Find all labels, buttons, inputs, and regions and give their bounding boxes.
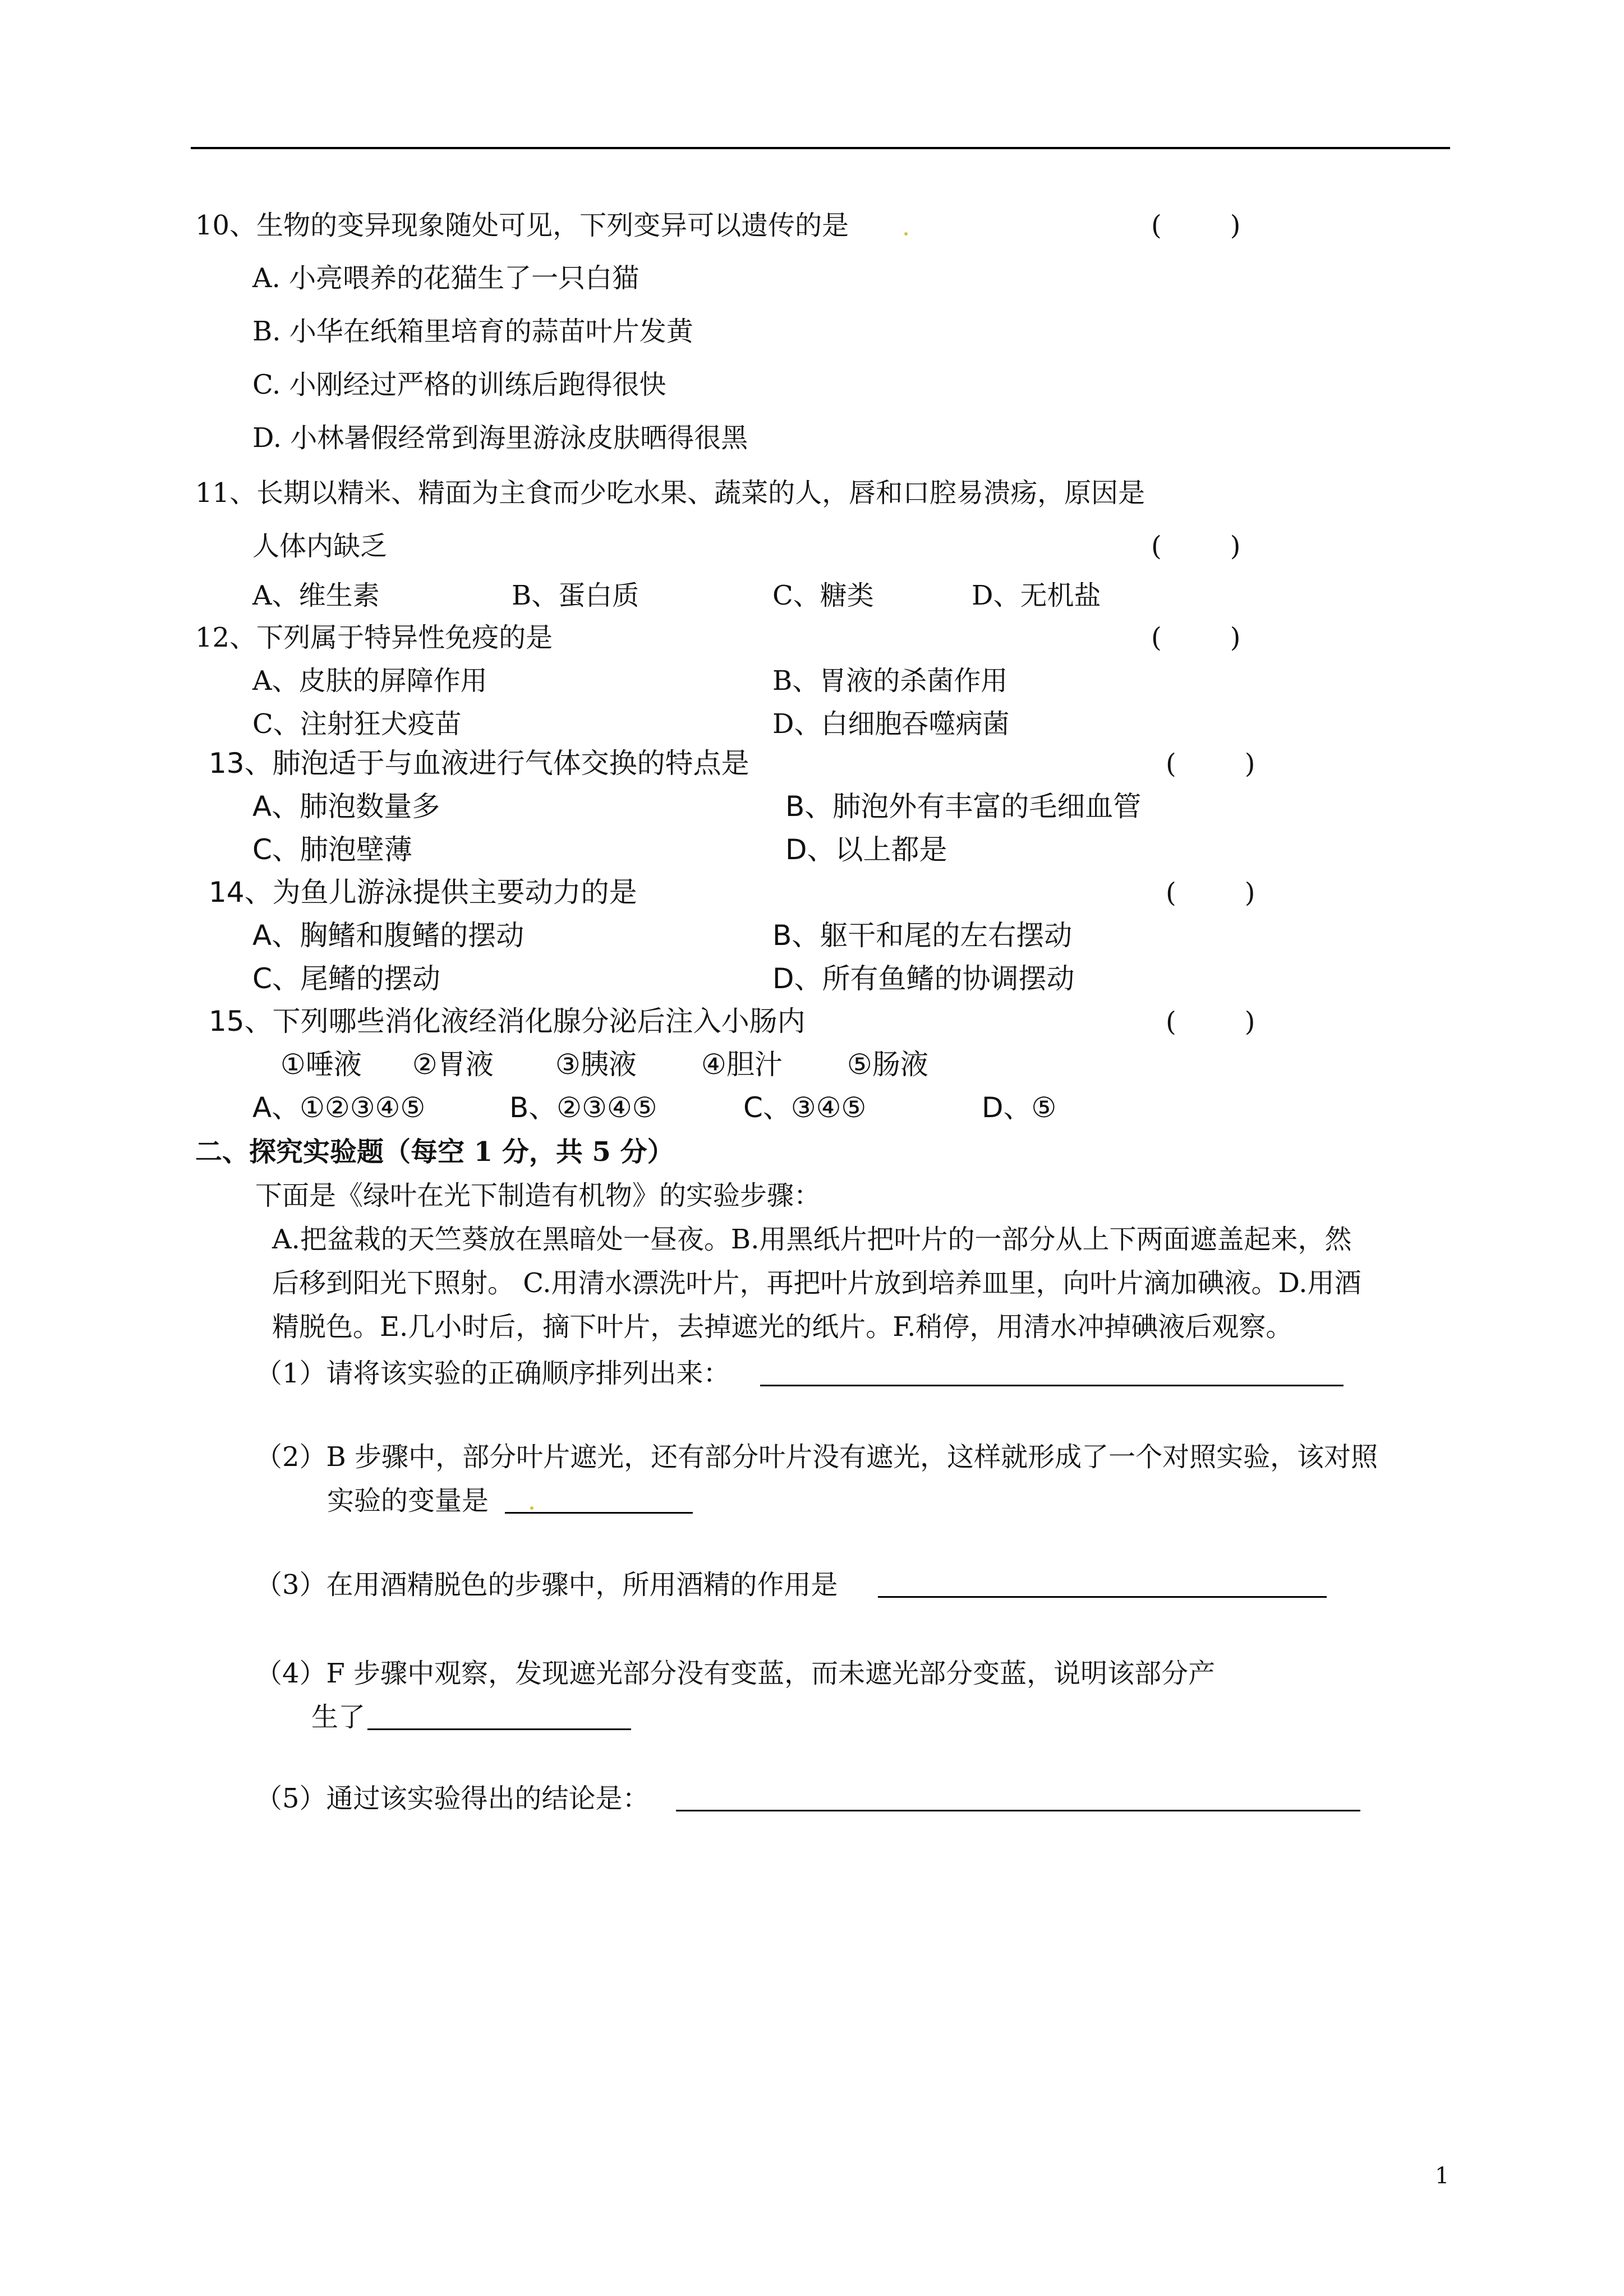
q13-option-d: D、以上都是	[785, 833, 947, 866]
q15-item-5: ⑤肠液	[847, 1048, 928, 1081]
mark-dot	[904, 232, 908, 236]
steps-line-2: 后移到阳光下照射。 C.用清水漂洗叶片，再把叶片放到培养皿里，向叶片滴加碘液。D.用酒	[272, 1267, 1361, 1299]
q12-option-b: B、胃液的杀菌作用	[772, 665, 1008, 697]
q14-stem: 14、为鱼儿游泳提供主要动力的是	[209, 876, 637, 909]
q12-stem: 12、下列属于特异性免疫的是	[195, 622, 553, 653]
q13-option-a: A、肺泡数量多	[252, 790, 440, 823]
q12-option-d: D、白细胞吞噬病菌	[772, 708, 1010, 740]
steps-line-3: 精脱色。E.几小时后，摘下叶片，去掉遮光的纸片。F.稍停，用清水冲掉碘液后观察。	[272, 1311, 1293, 1343]
q11-option-b: B、蛋白质	[512, 580, 640, 611]
q14-answer-paren: ( )	[1166, 877, 1255, 909]
q12-option-c: C、注射狂犬疫苗	[252, 708, 462, 740]
header-rule	[191, 147, 1450, 149]
answer-blank-4[interactable]	[367, 1728, 631, 1730]
q15-item-1: ①唾液	[280, 1048, 362, 1081]
q14-option-c: C、尾鳍的摆动	[252, 962, 440, 995]
q14-option-d: D、所有鱼鳍的协调摆动	[772, 962, 1075, 995]
q14-option-a: A、胸鳍和腹鳍的摆动	[252, 919, 525, 952]
subq-5: （5）通过该实验得出的结论是：	[255, 1783, 650, 1814]
q11-stem: 11、长期以精米、精面为主食而少吃水果、蔬菜的人，唇和口腔易溃疡，原因是	[195, 477, 1145, 509]
mark-dot	[530, 1506, 533, 1510]
q11-stem-cont: 人体内缺乏	[252, 531, 388, 562]
q15-option-b: B、②③④⑤	[509, 1091, 657, 1124]
answer-blank-2[interactable]	[505, 1512, 693, 1514]
q11-option-d: D、无机盐	[972, 580, 1101, 611]
page-number: 1	[1435, 2163, 1450, 2189]
q10-answer-paren: ( )	[1151, 210, 1241, 241]
q15-option-c: C、③④⑤	[743, 1091, 867, 1124]
q13-option-c: C、肺泡壁薄	[252, 833, 412, 866]
answer-blank-5[interactable]	[676, 1810, 1360, 1811]
q12-answer-paren: ( )	[1151, 622, 1241, 653]
section2-title: 二、探究实验题（每空 1 分，共 5 分）	[195, 1136, 674, 1168]
q15-item-4: ④胆汁	[701, 1048, 783, 1081]
section2-intro: 下面是《绿叶在光下制造有机物》的实验步骤：	[255, 1180, 821, 1211]
q13-stem: 13、肺泡适于与血液进行气体交换的特点是	[209, 747, 749, 780]
q11-option-a: A、维生素	[252, 580, 380, 611]
subq-2-line-1: （2）B 步骤中，部分叶片遮光，还有部分叶片没有遮光，这样就形成了一个对照实验，该对照	[255, 1441, 1378, 1473]
subq-4-line-1: （4）F 步骤中观察，发现遮光部分没有变蓝，而未遮光部分变蓝，说明该部分产	[255, 1658, 1216, 1689]
steps-line-1: A.把盆栽的天竺葵放在黑暗处一昼夜。B.用黑纸片把叶片的一部分从上下两面遮盖起来，然	[272, 1224, 1352, 1255]
q15-option-d: D、⑤	[982, 1091, 1057, 1124]
q11-option-c: C、糖类	[772, 580, 874, 611]
answer-blank-1[interactable]	[760, 1385, 1344, 1386]
q15-stem: 15、下列哪些消化液经消化腺分泌后注入小肠内	[209, 1005, 806, 1038]
q13-answer-paren: ( )	[1166, 748, 1255, 780]
q10-option-b: B. 小华在纸箱里培育的蒜苗叶片发黄	[252, 316, 693, 347]
q14-option-b: B、躯干和尾的左右摆动	[772, 919, 1073, 952]
q13-option-b: B、肺泡外有丰富的毛细血管	[785, 790, 1142, 823]
q11-answer-paren: ( )	[1151, 531, 1241, 562]
answer-blank-3[interactable]	[878, 1596, 1327, 1598]
q15-answer-paren: ( )	[1166, 1006, 1255, 1038]
subq-3: （3）在用酒精脱色的步骤中，所用酒精的作用是	[255, 1569, 838, 1601]
q15-item-2: ②胃液	[412, 1048, 494, 1081]
q10-stem: 10、生物的变异现象随处可见，下列变异可以遗传的是	[195, 210, 849, 241]
q10-option-a: A. 小亮喂养的花猫生了一只白猫	[252, 262, 640, 294]
q10-option-d: D. 小林暑假经常到海里游泳皮肤晒得很黑	[252, 422, 748, 454]
q12-option-a: A、皮肤的屏障作用	[252, 665, 487, 697]
subq-4-line-2: 生了	[311, 1702, 366, 1733]
q15-item-3: ③胰液	[555, 1048, 637, 1081]
q10-option-c: C. 小刚经过严格的训练后跑得很快	[252, 369, 666, 400]
subq-1: （1）请将该实验的正确顺序排列出来：	[255, 1358, 730, 1389]
subq-2-line-2: 实验的变量是	[327, 1485, 489, 1516]
q15-option-a: A、①②③④⑤	[252, 1091, 426, 1124]
